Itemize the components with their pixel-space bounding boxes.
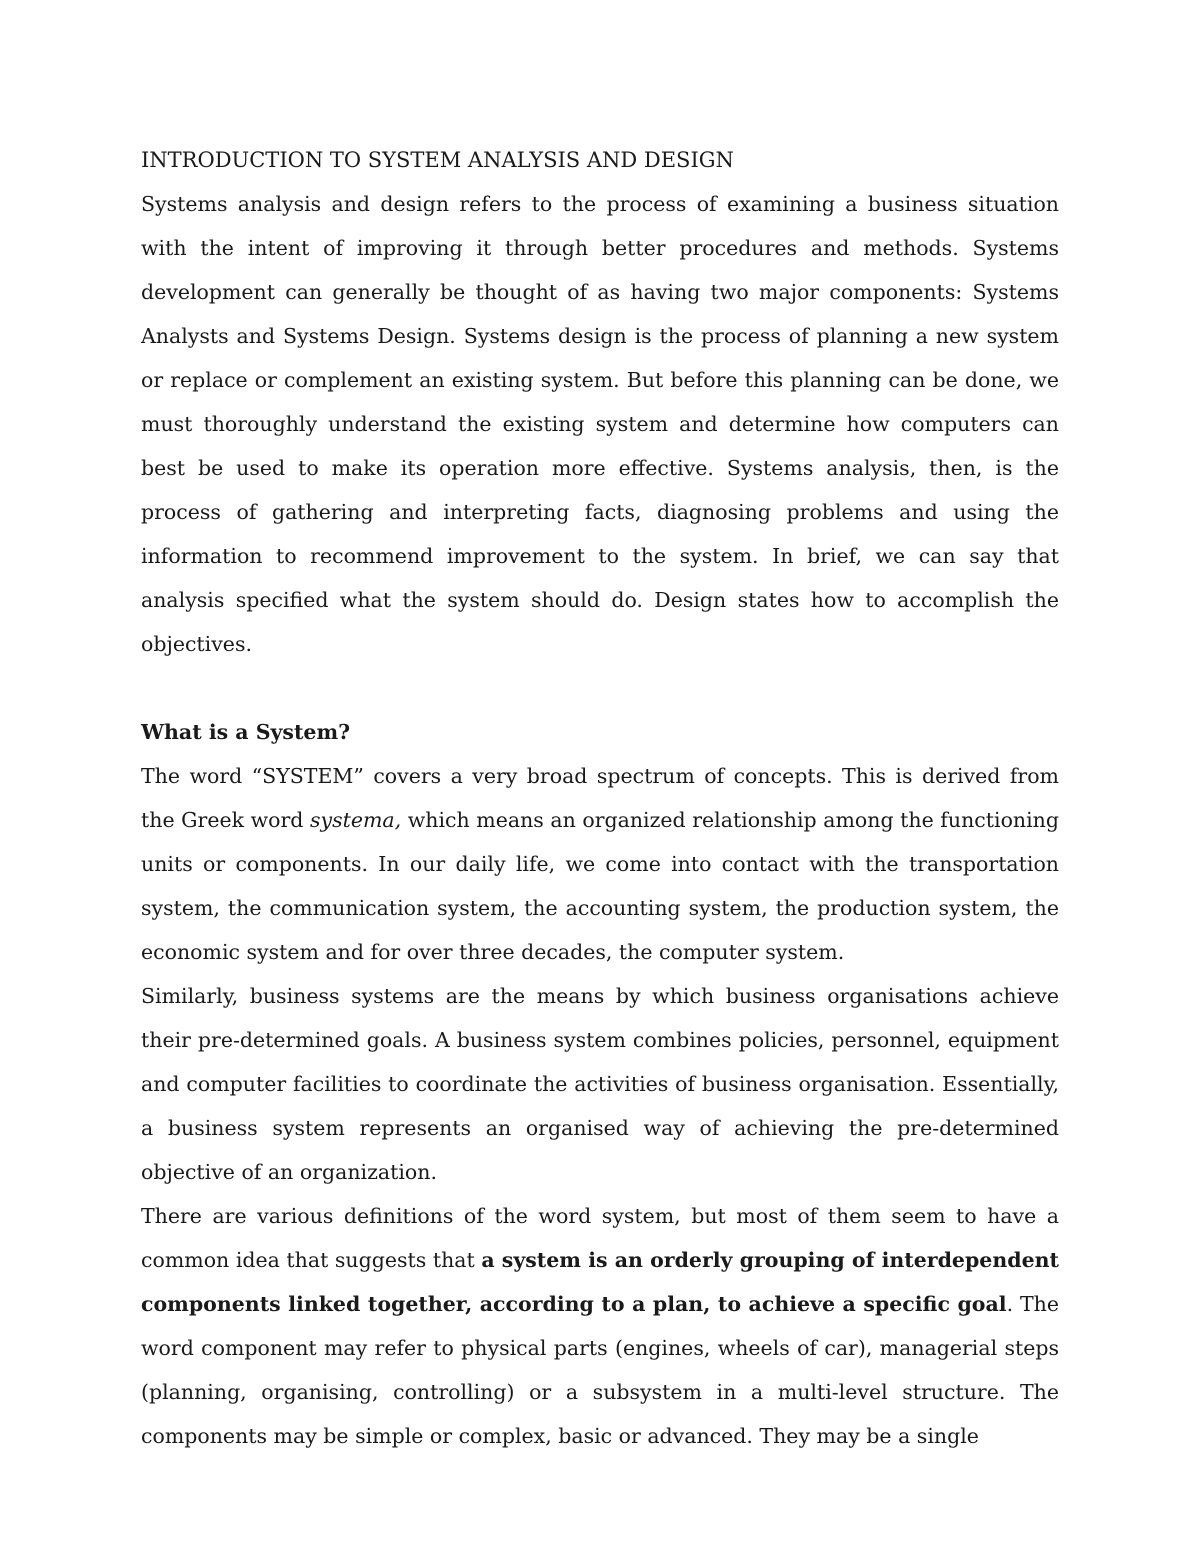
definitions-paragraph-text-1: There are various definitions of the word system, but most of them seem to have a common idea that suggests that bbox=[141, 1204, 1059, 1272]
definitions-paragraph bbox=[141, 1194, 1059, 1458]
definitions-paragraph-text-2: . The word component may refer to physical parts (engines, wheels of car), managerial steps (planning, organising, controlling) or a subsystem in a multi-level structure. The components may be simple or complex, basic or advanced. They may be a single bbox=[141, 1292, 1060, 1448]
systema-term: systema, bbox=[309, 808, 402, 832]
system-definition-paragraph bbox=[141, 754, 1059, 974]
intro-paragraph: Systems analysis and design refers to the process of examining a business situation with the intent of improving it through better procedures and methods. Systems development can generally be thought of as having two major components: Systems Analysts and Systems Design. Systems design is the process of planning a new system or replace or complement an existing system. But before this planning can be done, we must thoroughly understand the existing system and determine how computers can best be used to make its operation more effective. Systems analysis, then, is the process of gathering and interpreting facts, diagnosing problems and using the information to recommend improvement to the system. In brief, we can say that analysis specified what the system should do. Design states how to accomplish the objectives. bbox=[141, 192, 1059, 656]
business-systems-paragraph: Similarly, business systems are the means by which business organisations achieve their pre-determined goals. A business system combines policies, personnel, equipment and computer facilities to coordinate the activities of business organisation. Essentially, a business system represents an organised way of achieving the pre-determined objective of an organization. bbox=[141, 984, 1059, 1184]
system-paragraph-text-1: The word “SYSTEM” covers a very broad spectrum of concepts. This is derived from the Greek word bbox=[141, 764, 1059, 832]
system-paragraph-text-2: which means an organized relationship among the functioning units or components. In our daily life, we come into contact with the transportation system, the communication system, the accounting system, the production system, the economic system and for over three decades, the computer system. bbox=[141, 808, 1059, 964]
system-definition-bold: a system is an orderly grouping of interdependent components linked together, according to a plan, to achieve a specific goal bbox=[141, 1248, 1059, 1316]
paragraph-spacer bbox=[141, 666, 1059, 710]
section-heading-what-is-a-system: What is a System? bbox=[141, 720, 351, 744]
document-page bbox=[141, 138, 1059, 1458]
document-title: INTRODUCTION TO SYSTEM ANALYSIS AND DESIGN bbox=[141, 148, 734, 172]
